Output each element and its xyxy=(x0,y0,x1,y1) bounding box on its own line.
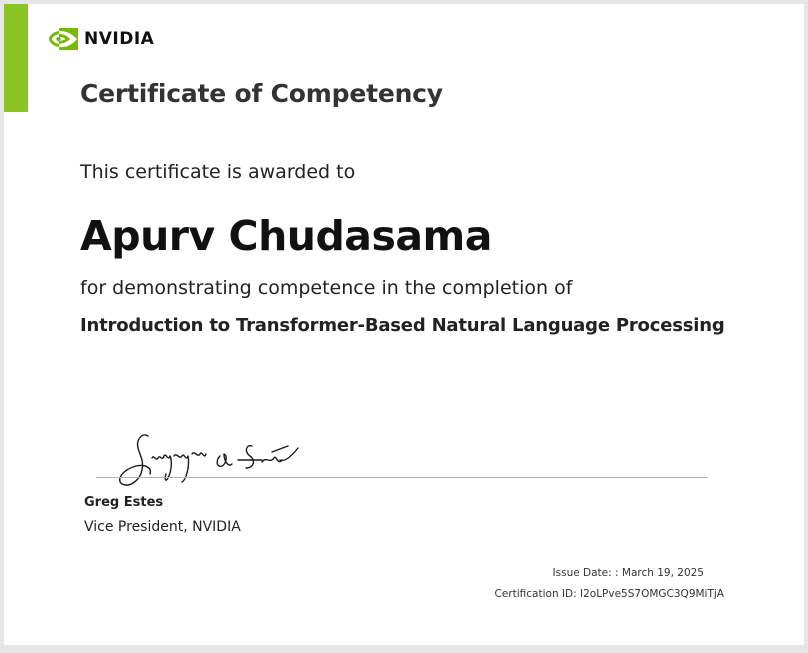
nvidia-logo xyxy=(48,28,154,50)
signer-name: Greg Estes xyxy=(84,495,164,510)
recipient-name: Apurv Chudasama xyxy=(80,212,492,260)
brand-wordmark: NVIDIA xyxy=(84,29,155,49)
certification-id: Certification ID: I2oLPve5S7OMGC3Q9MiTjA xyxy=(494,588,724,600)
signer-title: Vice President, NVIDIA xyxy=(84,519,241,535)
certificate-title: Certificate of Competency xyxy=(80,79,443,108)
certificate xyxy=(4,4,804,645)
issue-date: Issue Date: : March 19, 2025 xyxy=(552,567,704,579)
awarded-text: This certificate is awarded to xyxy=(80,161,356,183)
signature-line xyxy=(96,477,708,478)
nvidia-eye-icon xyxy=(48,28,78,50)
course-title: Introduction to Transformer-Based Natural Language Processing xyxy=(80,315,725,336)
handwritten-signature xyxy=(112,426,312,500)
accent-bar xyxy=(4,4,28,112)
demonstration-text: for demonstrating competence in the completion of xyxy=(80,277,573,299)
